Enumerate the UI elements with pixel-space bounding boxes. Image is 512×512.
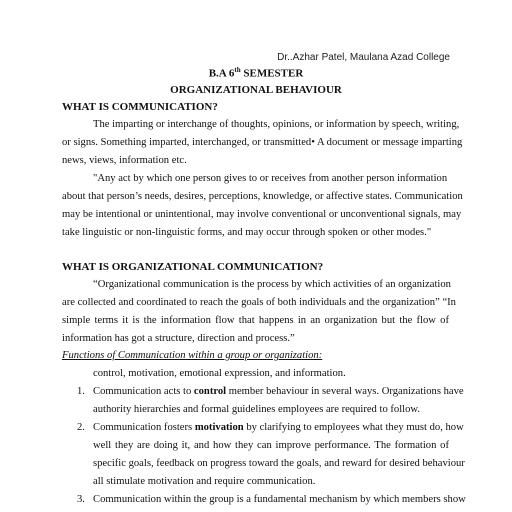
list-bold-term: control	[193, 386, 227, 397]
list-text: Communication acts to	[93, 386, 194, 397]
paragraph-line: are collected and coordinated to reach the goals of both individuals and the organization” “In	[62, 297, 456, 308]
course-title: ORGANIZATIONAL BEHAVIOUR	[170, 84, 342, 96]
list-text: Communication fosters	[93, 422, 195, 433]
list-item-line: well they are doing it, and how they can improve performance. The formation of	[93, 440, 449, 451]
list-item-line: authority hierarchies and formal guidelines employees are required to follow.	[93, 404, 421, 415]
list-item-line	[93, 386, 464, 397]
paragraph-line: or signs. Something imparted, interchanged, or transmitted• A document or message imparting	[62, 137, 463, 148]
author-header: Dr..Azhar Patel, Maulana Azad College	[277, 52, 450, 63]
semester-sup: th	[234, 66, 241, 74]
section-heading-organizational-communication: WHAT IS ORGANIZATIONAL COMMUNICATION?	[62, 261, 324, 273]
section-heading-communication: WHAT IS COMMUNICATION?	[62, 101, 218, 113]
paragraph-line: about that person’s needs, desires, perceptions, knowledge, or affective states. Communication	[62, 191, 463, 202]
list-text: by clarifying to employees what they must do, how	[243, 422, 464, 433]
semester-title	[0, 66, 512, 80]
paragraph-line: information has got a structure, direction and process.”	[62, 333, 295, 344]
paragraph-line: news, views, information etc.	[62, 155, 187, 166]
list-number: 2.	[77, 422, 85, 433]
list-bold-term: motivation	[194, 422, 244, 433]
list-item-line	[93, 422, 464, 433]
list-text: member behaviour in several ways. Organizations have	[226, 386, 464, 397]
paragraph-line: may be intentional or unintentional, may involve conventional or unconventional signals, may	[62, 209, 462, 220]
paragraph-line: take linguistic or non-linguistic forms, and may occur through spoken or other modes."	[62, 227, 432, 238]
semester-suffix: SEMESTER	[240, 67, 304, 80]
list-number: 1.	[77, 386, 85, 397]
functions-heading: Functions of Communication within a group or organization:	[62, 350, 323, 361]
paragraph-line: “Organizational communication is the process by which activities of an organization	[93, 279, 451, 290]
paragraph-line: simple terms it is the information flow that happens in an organization but the flow of	[62, 315, 449, 326]
paragraph-line: "Any act by which one person gives to or receives from another person information	[93, 173, 448, 184]
paragraph-line: The imparting or interchange of thoughts, opinions, or information by speech, writing,	[93, 119, 460, 130]
list-item-line: specific goals, feedback on progress toward the goals, and reward for desired behaviour	[93, 458, 465, 469]
list-item-line: all stimulate motivation and require communication.	[93, 476, 316, 487]
semester-prefix: B.A 6	[208, 67, 235, 80]
functions-intro: control, motivation, emotional expression, and information.	[93, 368, 346, 379]
list-number: 3.	[77, 494, 85, 505]
list-item-line: Communication within the group is a fundamental mechanism by which members show	[93, 494, 466, 505]
